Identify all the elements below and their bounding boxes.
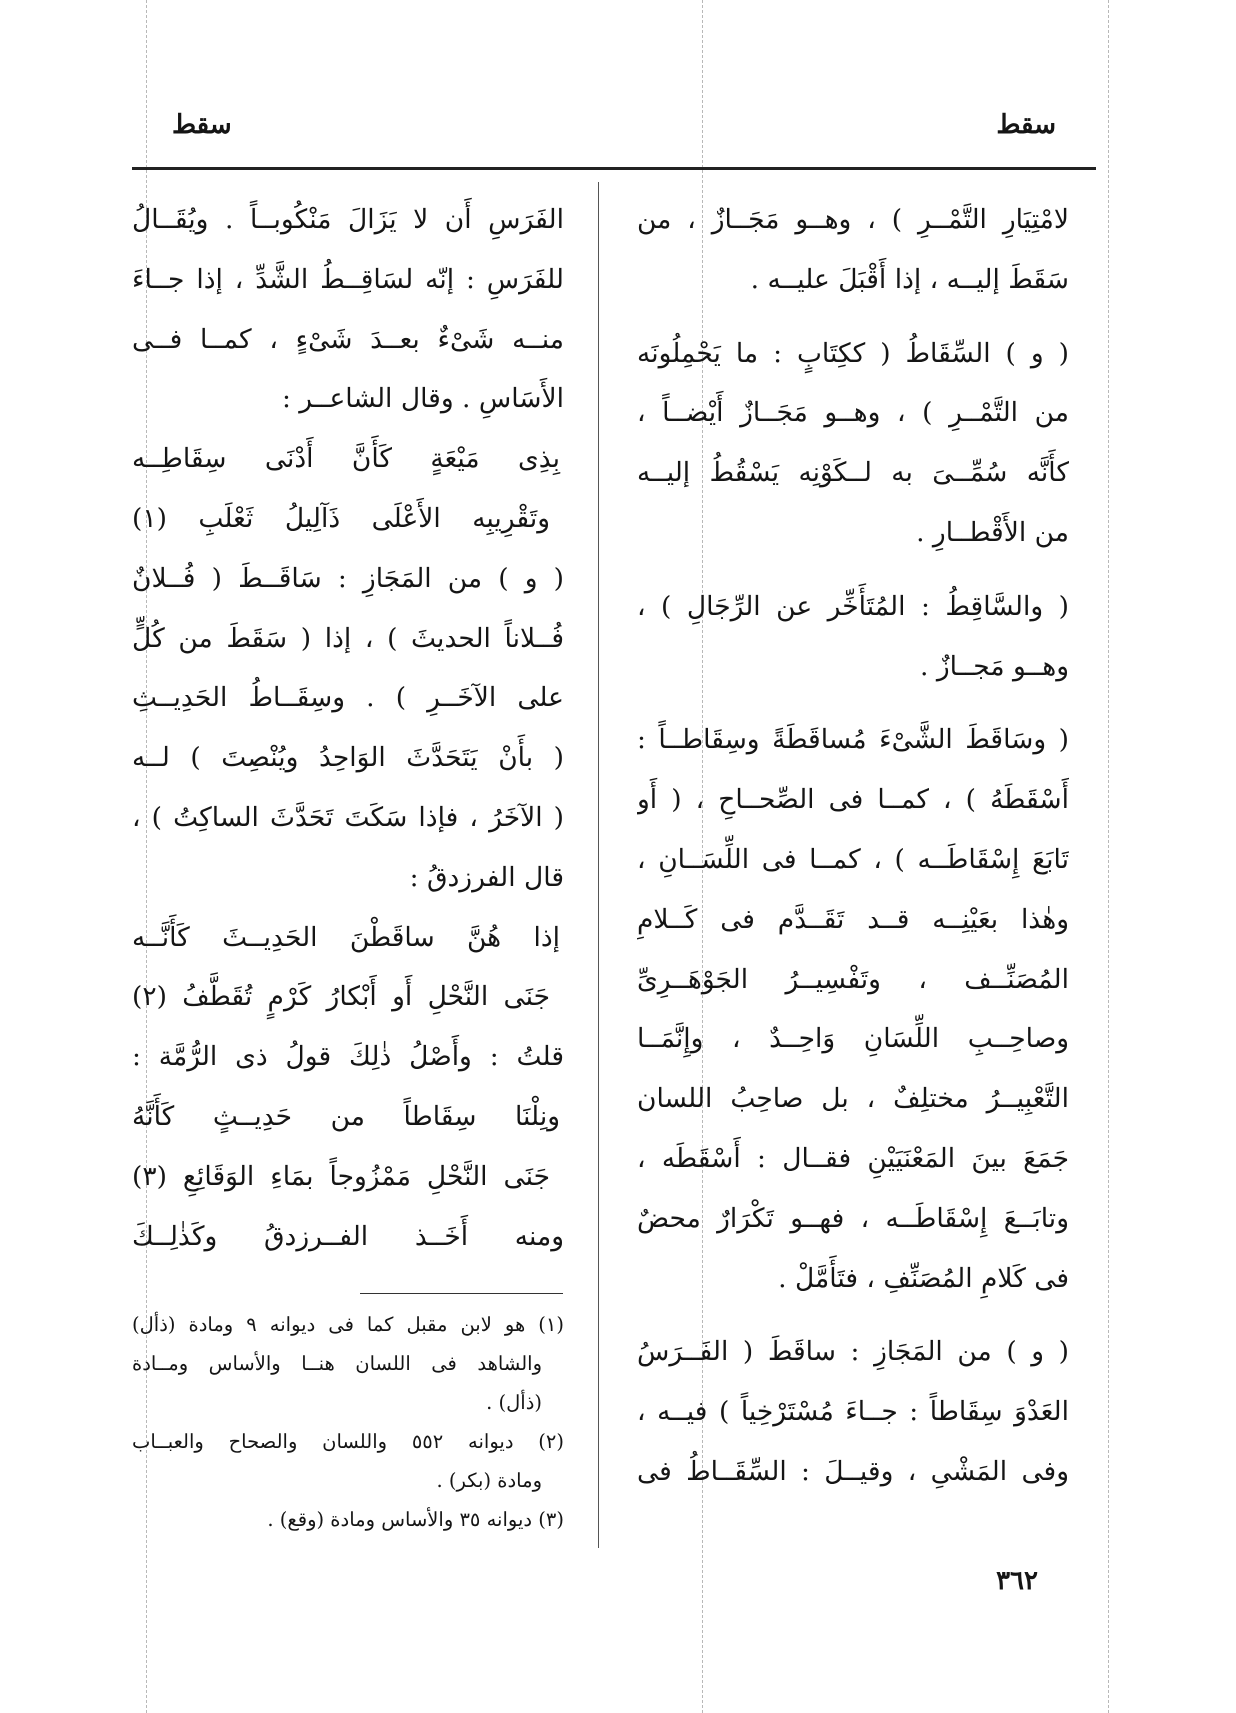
- footnote-line: (٣) ديوانه ٣٥ والأساس ومادة (وقع) .: [267, 1508, 564, 1531]
- footnote-line: (٢) ديوانه ٥٥٢ واللسان والصحاح والعبــاب: [132, 1430, 564, 1453]
- footnote-rule: [360, 1293, 563, 1294]
- text-line: جَمَعَ بينَ المَعْنَيَيْنِ فقــال : أَسْقَطَه ،: [637, 1142, 1069, 1174]
- text-line: للفَرَسِ : إنّه لسَاقِــطُ الشَّدِّ ، إذا جــاءَ: [132, 263, 564, 295]
- text-line: ( الآخَرُ ، فإذا سَكَتَ تَحَدَّثَ الساكِتُ ) ،: [132, 801, 564, 833]
- text-line: ( بأَنْ يَتَحَدَّثَ الوَاحِدُ ويُنْصِتَ ) لــه: [132, 742, 564, 774]
- text-line: وهــو مَجــازٌ .: [920, 650, 1069, 682]
- text-line: لامْتِيَارِ التَّمْــرِ ) ، وهــو مَجَــازٌ ، من: [637, 204, 1069, 235]
- footnote-line: (١) هو لابن مقبل كما فى ديوانه ٩ ومادة (ذأل): [132, 1313, 564, 1336]
- verse-line: بِذِى مَيْعَةٍ كَأَنَّ أَدْنَى سِقَاطِــه: [132, 443, 560, 475]
- text-line: على الآخَــرِ ) . وسِقَــاطُ الحَدِيــثِ: [132, 682, 564, 714]
- text-line: الأَسَاسِ . وقال الشاعــر :: [281, 383, 564, 415]
- text-line: ( و ) من المَجَازِ : ساقَطَ ( الفَــرَسُ: [637, 1336, 1069, 1368]
- text-line: وتابَــعَ إِسْقَاطَــه ، فهــو تَكْرَارٌ محضٌ: [637, 1202, 1069, 1234]
- text-line: من الأَقْطــارِ .: [916, 516, 1069, 548]
- verse-line: جَنَى النَّحْلِ أَو أَبْكارُ كَرْمٍ تُقَطَّفُ (٢): [132, 981, 550, 1013]
- text-line: منــه شَىْءٌ بعــدَ شَىْءٍ ، كمــا فــى: [132, 323, 564, 355]
- text-line: العَدْوَ سِقَاطاً : جــاءَ مُسْتَرْخِياً ) فيــه ،: [637, 1396, 1069, 1428]
- text-line: تَابَعَ إِسْقَاطَــه ) ، كمــا فى اللِّسَــانِ ،: [637, 843, 1069, 875]
- header-rule: [132, 167, 1096, 170]
- text-line: أَسْقَطَهُ ) ، كمــا فى الصِّحــاحِ ، ( أَو: [637, 784, 1069, 816]
- text-line: قلتُ : وأَصْلُ ذٰلِكَ قولُ ذى الرُّمَّة :: [132, 1041, 564, 1073]
- text-line: ( و ) من المَجَازِ : سَاقَــطَ ( فُــلانٌ: [132, 562, 564, 594]
- text-line: ( و ) السِّقَاطُ ( ككِتَابٍ : ما يَحْمِلُونَه: [637, 337, 1069, 369]
- text-line: الفَرَسِ أَن لا يَزَالَ مَنْكُوبــاً . ويُقَــالُ: [132, 204, 564, 235]
- text-line: ( وسَاقَطَ الشَّىْءَ مُساقَطَةً وسِقَاطــاً :: [637, 724, 1069, 756]
- verse-line: جَنَى النَّحْلِ مَمْزُوجاً بمَاءِ الوَقَائِعِ (٣): [132, 1160, 550, 1192]
- right-column: [637, 190, 1069, 1502]
- verse-line: إذا هُنَّ ساقَطْنَ الحَدِيــثَ كَأَنَّــه: [132, 921, 560, 953]
- verse-line: وتَقْرِيبِه الأَعْلَى ذَآلِيلُ ثَعْلَبِ (١): [132, 502, 550, 534]
- text-line: من التَّمْــرِ ) ، وهــو مَجَــازٌ أَيْضــاً ،: [637, 397, 1069, 429]
- verse-line: ونِلْنَا سِقَاطاً من حَدِيــثٍ كَأَنَّهُ: [132, 1100, 560, 1132]
- text-line: كأَنَّه سُمِّــىَ به لــكَوْنِه يَسْقُطُ إليــه: [637, 457, 1069, 489]
- text-line: قال الفرزدقُ :: [409, 861, 564, 893]
- left-column: [132, 190, 564, 1266]
- column-divider: [598, 182, 599, 1548]
- text-line: ( والسَّاقِطُ : المُتَأَخِّر عن الرِّجَالِ ) ،: [637, 590, 1069, 622]
- scan-guide-line: [1108, 0, 1109, 1713]
- footnote-line: ومادة (بكر) .: [436, 1469, 542, 1492]
- footnote-line: والشاهد فى اللسان هنــا والأساس ومــادة: [132, 1352, 542, 1375]
- text-line: وهٰذا بعَيْنِــه قــد تَقَــدَّم فى كَــلامِ: [637, 903, 1069, 935]
- text-line: التَّعْبِيــرُ مختلِفٌ ، بل صاحِبُ اللسان: [637, 1083, 1069, 1115]
- text-line: سَقَطَ إليــه ، إذا أَقْبَلَ عليــه .: [750, 263, 1069, 295]
- running-header-right: سقط: [996, 110, 1056, 140]
- text-line: وصاحِــبِ اللِّسَانِ وَاحِــدٌ ، وإِنَّمَــا: [637, 1023, 1069, 1055]
- text-line: وفى المَشْىِ ، وقيــلَ : السِّقَــاطُ فى: [637, 1455, 1069, 1487]
- footnotes: [132, 1305, 564, 1539]
- page-number: ٣٦٢: [996, 1566, 1038, 1596]
- text-line: ومنه أَخَــذ الفــرزدقُ وكَذٰلِــكَ: [132, 1220, 564, 1252]
- footnote-line: (ذأل) .: [486, 1391, 542, 1414]
- text-line: المُصَنِّــف ، وتَفْسِيــرُ الجَوْهَــرِىِّ: [637, 963, 1069, 995]
- text-line: فُــلاناً الحديثَ ) ، إذا ( سَقَطَ من كُلٍّ: [132, 622, 564, 654]
- text-line: فى كَلامِ المُصَنِّفِ ، فتَأَمَّلْ .: [778, 1262, 1069, 1294]
- running-header-left: سقط: [172, 110, 232, 140]
